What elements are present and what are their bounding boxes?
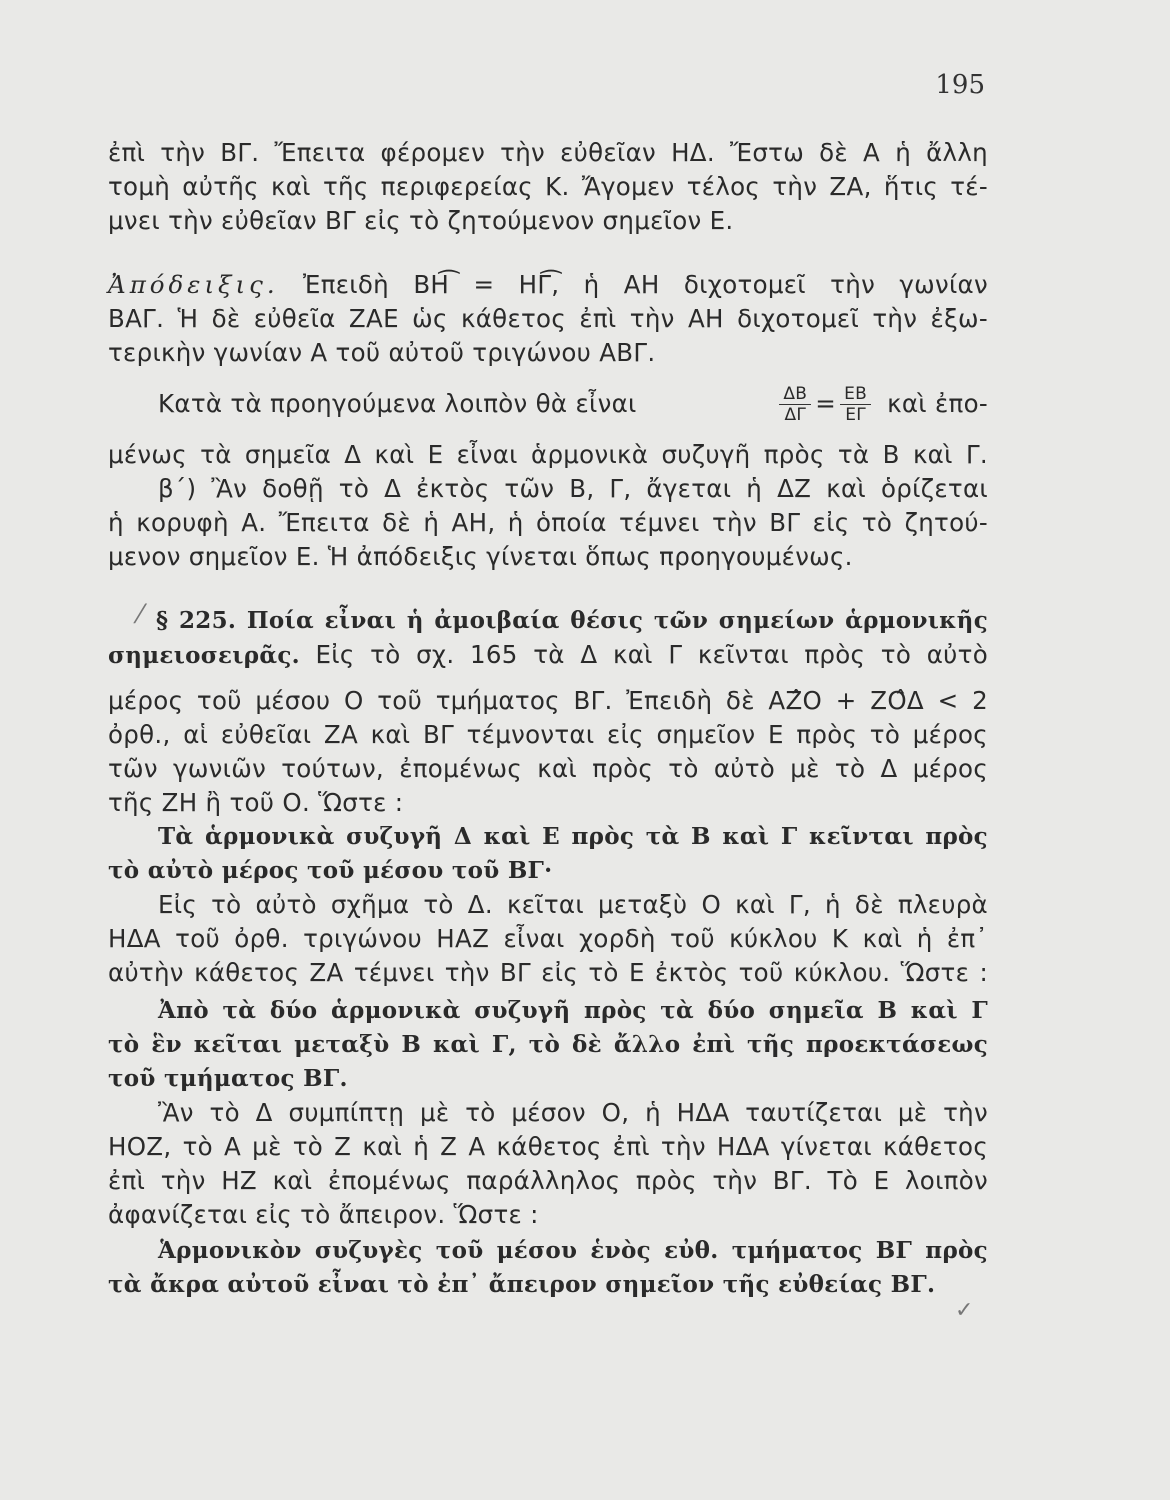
text-line: ἀφανίζεται εἰς τὸ ἄπειρον. Ὥστε : bbox=[108, 1200, 539, 1229]
text-line: αὐτὴν κάθετος ΖΑ τέμνει τὴν ΒΓ εἰς τὸ Ε ἐκτὸς τοῦ κύκλου. Ὥστε : bbox=[108, 958, 988, 987]
fraction-line bbox=[108, 382, 988, 426]
text-line: ΒΑΓ. Ἡ δὲ εὐθεῖα ΖΑΕ ὡς κάθετος ἐπὶ τὴν ΑΗ διχοτομεῖ τὴν ἐξω- bbox=[108, 304, 988, 333]
fraction-numerator: ΕΒ bbox=[840, 384, 871, 405]
fraction-denominator: ΔΓ bbox=[784, 404, 807, 425]
theorem-3 bbox=[108, 1234, 988, 1302]
text-line: ὀρθ., αἱ εὐθεῖαι ΖΑ καὶ ΒΓ τέμνονται εἰς σημεῖον Ε πρὸς τὸ μέρος bbox=[108, 720, 988, 749]
proof-line1: Ἐπειδὴ ΒΗ͡ = ΗΓ͡, ἡ ΑΗ διχοτομεῖ τὴν γωνίαν bbox=[302, 270, 988, 299]
theorem-2 bbox=[108, 994, 988, 1096]
section-title: § 225. Ποία εἶναι ἡ ἀμοιβαία θέσις τῶν σημείων ἁρμονικῆς bbox=[156, 607, 988, 634]
fraction-denominator: ΕΓ bbox=[845, 404, 866, 425]
theorem-line: τοῦ τμήματος ΒΓ. bbox=[108, 1065, 348, 1092]
page-number: 195 bbox=[935, 70, 985, 100]
text-line: τερικὴν γωνίαν Α τοῦ αὐτοῦ τριγώνου ΑΒΓ. bbox=[108, 338, 656, 367]
section-heading bbox=[108, 604, 988, 638]
theorem-1 bbox=[108, 820, 988, 888]
theorem-line: τὸ ἓν κεῖται μεταξὺ Β καὶ Γ, τὸ δὲ ἄλλο ἐπὶ τῆς προεκτάσεως bbox=[108, 1031, 988, 1058]
fraction-text-before: Κατὰ τὰ προηγούμενα λοιπὸν θὰ εἶναι bbox=[158, 389, 637, 418]
theorem-line: τὰ ἄκρα αὐτοῦ εἶναι τὸ ἐπ᾽ ἄπειρον σημεῖον τῆς εὐθείας ΒΓ. bbox=[108, 1271, 936, 1298]
ratio-eb-eg bbox=[840, 384, 871, 425]
paragraph-5 bbox=[108, 1096, 988, 1232]
text-line: μένως τὰ σημεῖα Δ καὶ Ε εἶναι ἁρμονικὰ συζυγῆ πρὸς τὰ Β καὶ Γ. bbox=[108, 440, 988, 469]
fraction-text-after: καὶ ἐπο- bbox=[887, 389, 988, 418]
text-line: μενον σημεῖον Ε. Ἡ ἀπόδειξις γίνεται ὅπως προηγουμένως. bbox=[108, 542, 853, 571]
text-line: ἐπὶ τὴν ΒΓ. Ἔπειτα φέρομεν τὴν εὐθεῖαν ΗΔ. Ἔστω δὲ Α ἡ ἄλλη bbox=[108, 138, 988, 167]
text-line: μέρος τοῦ μέσου Ο τοῦ τμήματος ΒΓ. Ἐπειδὴ δὲ ΑΖ̂Ο + ΖΟ̂Δ < 2 bbox=[108, 686, 988, 715]
text-line: μνει τὴν εὐθεῖαν ΒΓ εἰς τὸ ζητούμενον σημεῖον Ε. bbox=[108, 206, 734, 235]
theorem-line: τὸ αὐτὸ μέρος τοῦ μέσου τοῦ ΒΓ· bbox=[108, 857, 553, 884]
paragraph-2 bbox=[108, 438, 988, 574]
theorem-line: Ἀπὸ τὰ δύο ἁρμονικὰ συζυγῆ πρὸς τὰ δύο σημεῖα Β καὶ Γ bbox=[158, 997, 988, 1024]
text-line: ΗΔΑ τοῦ ὀρθ. τριγώνου ΗΑΖ εἶναι χορδὴ τοῦ κύκλου Κ καὶ ἡ ἐπ᾽ bbox=[108, 924, 988, 953]
section-heading-line2 bbox=[108, 638, 988, 672]
equals-sign: = bbox=[815, 389, 837, 418]
check-mark: ✓ bbox=[955, 1298, 974, 1323]
text-line: ἡ κορυφὴ Α. Ἔπειτα δὲ ἡ ΑΗ, ἡ ὁποία τέμνει τὴν ΒΓ εἰς τὸ ζητού- bbox=[108, 508, 988, 537]
proof-paragraph bbox=[108, 268, 988, 370]
text-line: τῆς ΖΗ ἢ τοῦ Ο. Ὥστε : bbox=[108, 788, 404, 817]
section-text: Εἰς τὸ σχ. 165 τὰ Δ καὶ Γ κεῖνται πρὸς τὸ αὐτὸ bbox=[315, 640, 988, 669]
paragraph-4 bbox=[108, 888, 988, 990]
text-line: Εἰς τὸ αὐτὸ σχῆμα τὸ Δ. κεῖται μεταξὺ Ο καὶ Γ, ἡ δὲ πλευρὰ bbox=[158, 890, 988, 919]
text-line: Ἂν τὸ Δ συμπίπτῃ μὲ τὸ μέσον Ο, ἡ ΗΔΑ ταυτίζεται μὲ τὴν bbox=[158, 1098, 988, 1127]
text-line: τομὴ αὐτῆς καὶ τῆς περιφερείας Κ. Ἄγομεν τέλος τὴν ΖΑ, ἥτις τέ- bbox=[108, 172, 988, 201]
paragraph-3 bbox=[108, 684, 988, 820]
text-line: ἐπὶ τὴν ΗΖ καὶ ἐπομένως παράλληλος πρὸς τὴν ΒΓ. Τὸ Ε λοιπὸν bbox=[108, 1166, 988, 1195]
paragraph-1 bbox=[108, 136, 988, 238]
text-line bbox=[108, 268, 988, 302]
text-line: ΗΟΖ, τὸ Α μὲ τὸ Ζ καὶ ἡ Ζ Α κάθετος ἐπὶ τὴν ΗΔΑ γίνεται κάθετος bbox=[108, 1132, 988, 1161]
section-title-end: σημειοσειρᾶς. bbox=[108, 642, 300, 669]
theorem-line: Τὰ ἁρμονικὰ συζυγῆ Δ καὶ Ε πρὸς τὰ Β καὶ Γ κεῖνται πρὸς bbox=[158, 823, 988, 850]
proof-label: Ἀπόδειξις. bbox=[108, 270, 279, 299]
text-line bbox=[108, 638, 988, 672]
text-line: τῶν γωνιῶν τούτων, ἐπομένως καὶ πρὸς τὸ αὐτὸ μὲ τὸ Δ μέρος bbox=[108, 754, 988, 783]
text-line: β΄) Ἂν δοθῇ τὸ Δ ἐκτὸς τῶν Β, Γ, ἄγεται ἡ ΔΖ καὶ ὁρίζεται bbox=[158, 474, 988, 503]
fraction-numerator: ΔΒ bbox=[779, 384, 811, 405]
theorem-line: Ἁρμονικὸν συζυγὲς τοῦ μέσου ἑνὸς εὐθ. τμήματος ΒΓ πρὸς bbox=[158, 1237, 988, 1264]
pencil-mark: ⁄ bbox=[138, 600, 143, 630]
ratio-db-dg bbox=[779, 384, 811, 425]
